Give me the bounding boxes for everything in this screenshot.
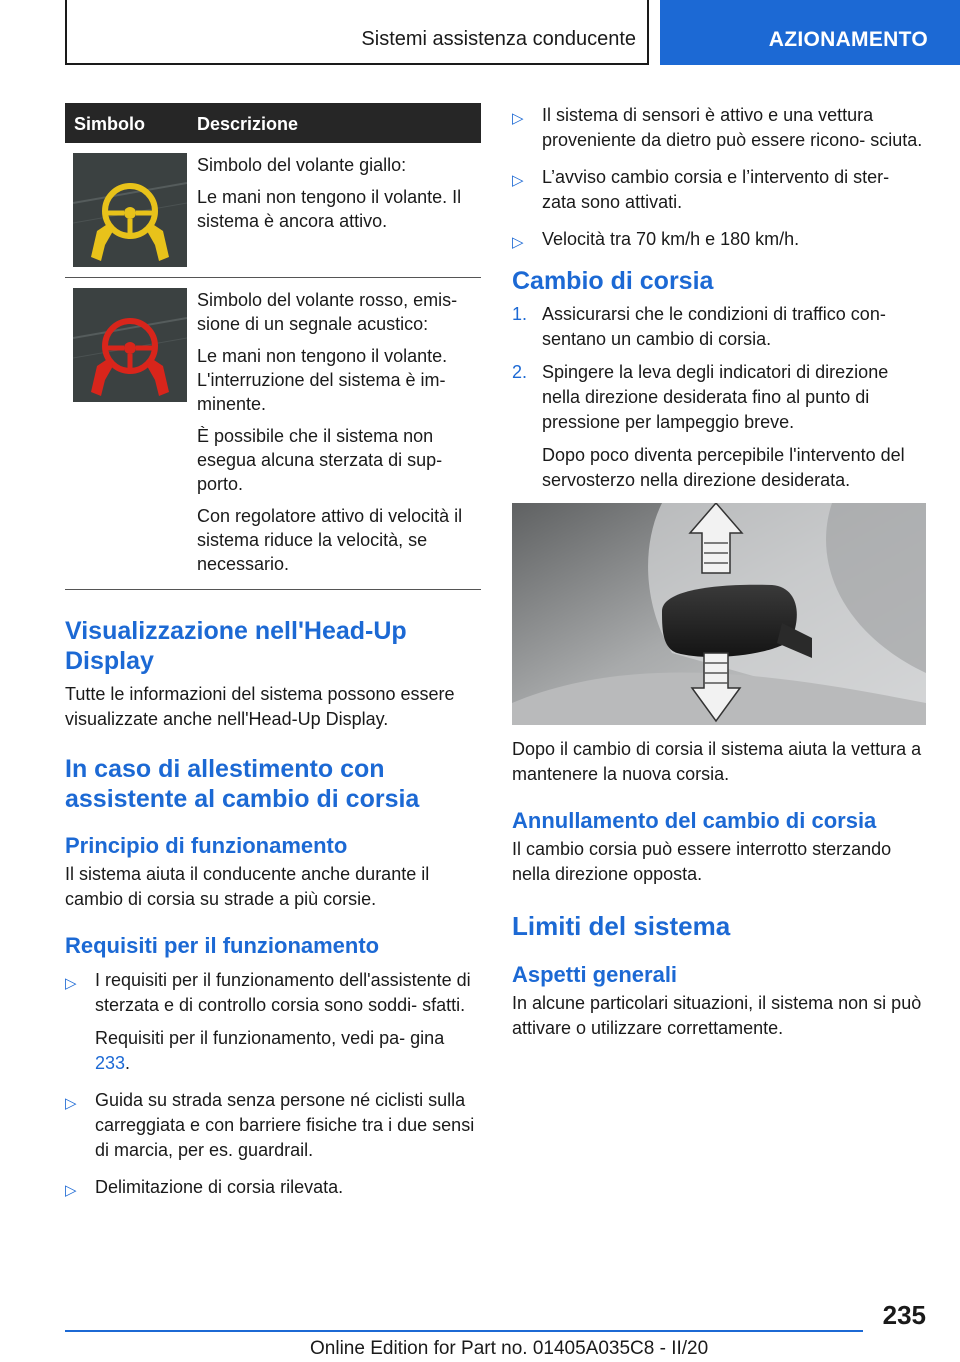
table-row	[65, 278, 481, 590]
lane-change-title: In caso di allestimento con assistente al cambio di corsia	[65, 755, 420, 813]
row-text: Con regolatore attivo di velocità il sistema riduce la velocità, se necessario.	[197, 506, 463, 574]
table-header	[65, 103, 481, 143]
table-header-symbol: Simbolo	[74, 114, 145, 134]
requirements-list	[65, 968, 481, 1200]
row-text: Simbolo del volante giallo:	[197, 155, 407, 175]
turn-signal-lever-image	[512, 503, 926, 725]
row-description	[197, 143, 481, 233]
cancel-title: Annullamento del cambio di corsia	[512, 808, 877, 833]
list-item-text: Il sistema di sensori è attivo e una vettura proveniente da dietro può essere ricono- sciuta.	[542, 105, 923, 150]
header-chapter-label: AZIONAMENTO	[768, 28, 928, 51]
list-item	[512, 103, 926, 153]
cancel-text: Il cambio corsia può essere interrotto sterzando nella direzione opposta.	[512, 839, 892, 884]
limits-title: Limiti del sistema	[512, 911, 731, 941]
list-item	[65, 968, 481, 1076]
right-column	[512, 103, 926, 1041]
step-number: 1.	[512, 304, 528, 324]
list-item-text: Spingere la leva degli indicatori di direzione nella direzione desiderata fino al punto di pressione per lampeggio breve.	[542, 362, 889, 432]
requirements-title: Requisiti per il funzionamento	[65, 933, 380, 958]
table-row	[65, 143, 481, 278]
list-item-text: I requisiti per il funzionamento dell'assistente di sterzata e di controllo corsia sono soddi- sfatti.	[95, 970, 471, 1015]
row-text: È possibile che il sistema non esegua alcuna sterzata di sup- porto.	[197, 426, 443, 494]
page-number: 235	[882, 1300, 926, 1330]
bullet-triangle-icon: ▷	[512, 234, 524, 251]
cambio-title: Cambio di corsia	[512, 267, 714, 295]
list-item-text: Assicurarsi che le condizioni di traffico con- sentano un cambio di corsia.	[542, 304, 886, 349]
header-chapter-tab	[660, 0, 960, 65]
bullet-triangle-icon: ▷	[65, 1095, 77, 1112]
list-item	[512, 360, 926, 493]
bullet-triangle-icon: ▷	[512, 110, 524, 127]
symbol-table	[65, 103, 481, 590]
hud-text: Tutte le informazioni del sistema possono essere visualizzate anche nell'Head-Up Display.	[65, 684, 455, 729]
list-item-subtext: Requisiti per il funzionamento, vedi pa- gina 233.	[95, 1028, 445, 1073]
row-text: Simbolo del volante rosso, emis- sione di un segnale acustico:	[197, 290, 458, 334]
header-section-title: Sistemi assistenza conducente	[361, 28, 636, 50]
table-header-description: Descrizione	[197, 114, 299, 134]
bullet-triangle-icon: ▷	[65, 1182, 77, 1199]
general-text: In alcune particolari situazioni, il sistema non si può attivare o utilizzare correttamente.	[512, 993, 922, 1038]
steps-list	[512, 302, 926, 493]
steering-wheel-red-icon	[73, 288, 187, 402]
left-column	[65, 103, 481, 1212]
page-header	[0, 0, 960, 66]
principle-title: Principio di funzionamento	[65, 833, 348, 858]
row-text: Le mani non tengono il volante. Il sistema è ancora attivo.	[197, 187, 462, 231]
page-ref-text: Requisiti per il funzionamento, vedi pa- gina	[95, 1028, 445, 1048]
list-item	[65, 1175, 481, 1200]
hud-title: Visualizzazione nell'Head-Up Display	[65, 617, 407, 675]
principle-text: Il sistema aiuta il conducente anche durante il cambio di corsia su strade a più corsie.	[65, 864, 430, 909]
list-item	[512, 165, 926, 215]
list-item-text: Delimitazione di corsia rilevata.	[95, 1177, 344, 1197]
list-item-text: Guida su strada senza persone né ciclisti sulla carreggiata e con barriere fisiche tra i due sensi di marcia, per es. guardrail.	[95, 1090, 475, 1160]
footer-divider	[65, 1330, 863, 1332]
list-item-text: L’avviso cambio corsia e l’intervento di ster- zata sono attivati.	[542, 167, 890, 212]
list-item	[65, 1088, 481, 1163]
list-item	[512, 302, 926, 352]
row-text: Le mani non tengono il volante. L'interruzione del sistema è im- minente.	[197, 346, 448, 414]
list-item-text: Velocità tra 70 km/h e 180 km/h.	[542, 229, 800, 249]
step-number: 2.	[512, 362, 528, 382]
bullet-triangle-icon: ▷	[512, 172, 524, 189]
bullet-triangle-icon: ▷	[65, 975, 77, 992]
row-description	[197, 278, 481, 576]
requirements-list-continued	[512, 103, 926, 252]
after-image-text: Dopo il cambio di corsia il sistema aiuta la vettura a mantenere la nuova corsia.	[512, 739, 922, 784]
list-item-subtext: Dopo poco diventa percepibile l'intervento del servosterzo nella direzione desiderata.	[542, 445, 905, 490]
steering-wheel-yellow-icon	[73, 153, 187, 267]
general-title: Aspetti generali	[512, 962, 678, 987]
footer-edition: Online Edition for Part no. 01405A035C8 - II/20	[310, 1338, 709, 1359]
page-link[interactable]: 233	[95, 1053, 126, 1073]
list-item	[512, 227, 926, 252]
